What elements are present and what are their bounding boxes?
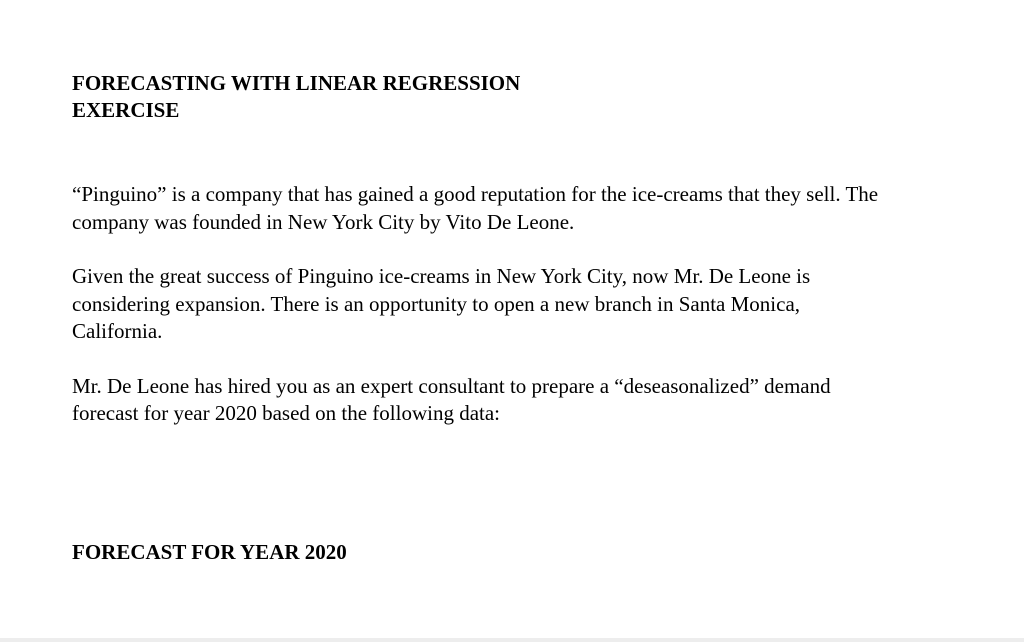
paragraph-consultant-task bbox=[72, 373, 1007, 428]
paragraph-line: “Pinguino” is a company that has gained a good reputation for the ice-creams that they sell. The bbox=[72, 182, 879, 206]
document-title bbox=[72, 70, 1007, 124]
title-line-1: FORECASTING WITH LINEAR REGRESSION bbox=[72, 71, 521, 95]
paragraph-line: considering expansion. There is an opportunity to open a new branch in Santa Monica, bbox=[72, 291, 801, 316]
paragraph-line: company was founded in New York City by Vito De Leone. bbox=[72, 209, 575, 234]
section-heading-forecast: FORECAST FOR YEAR 2020 bbox=[72, 540, 347, 564]
paragraph-line: forecast for year 2020 based on the following data: bbox=[72, 401, 501, 425]
paragraph-line: California. bbox=[72, 319, 163, 343]
document-page bbox=[72, 70, 1007, 455]
title-line-2: EXERCISE bbox=[72, 98, 180, 122]
paragraph-line: Given the great success of Pinguino ice-creams in New York City, now Mr. De Leone is bbox=[72, 264, 811, 288]
page-bottom-divider bbox=[0, 638, 1024, 642]
paragraph-company-intro bbox=[72, 181, 1007, 236]
paragraph-line: Mr. De Leone has hired you as an expert consultant to prepare a “deseasonalized” demand bbox=[72, 373, 831, 398]
paragraph-expansion bbox=[72, 263, 1007, 346]
